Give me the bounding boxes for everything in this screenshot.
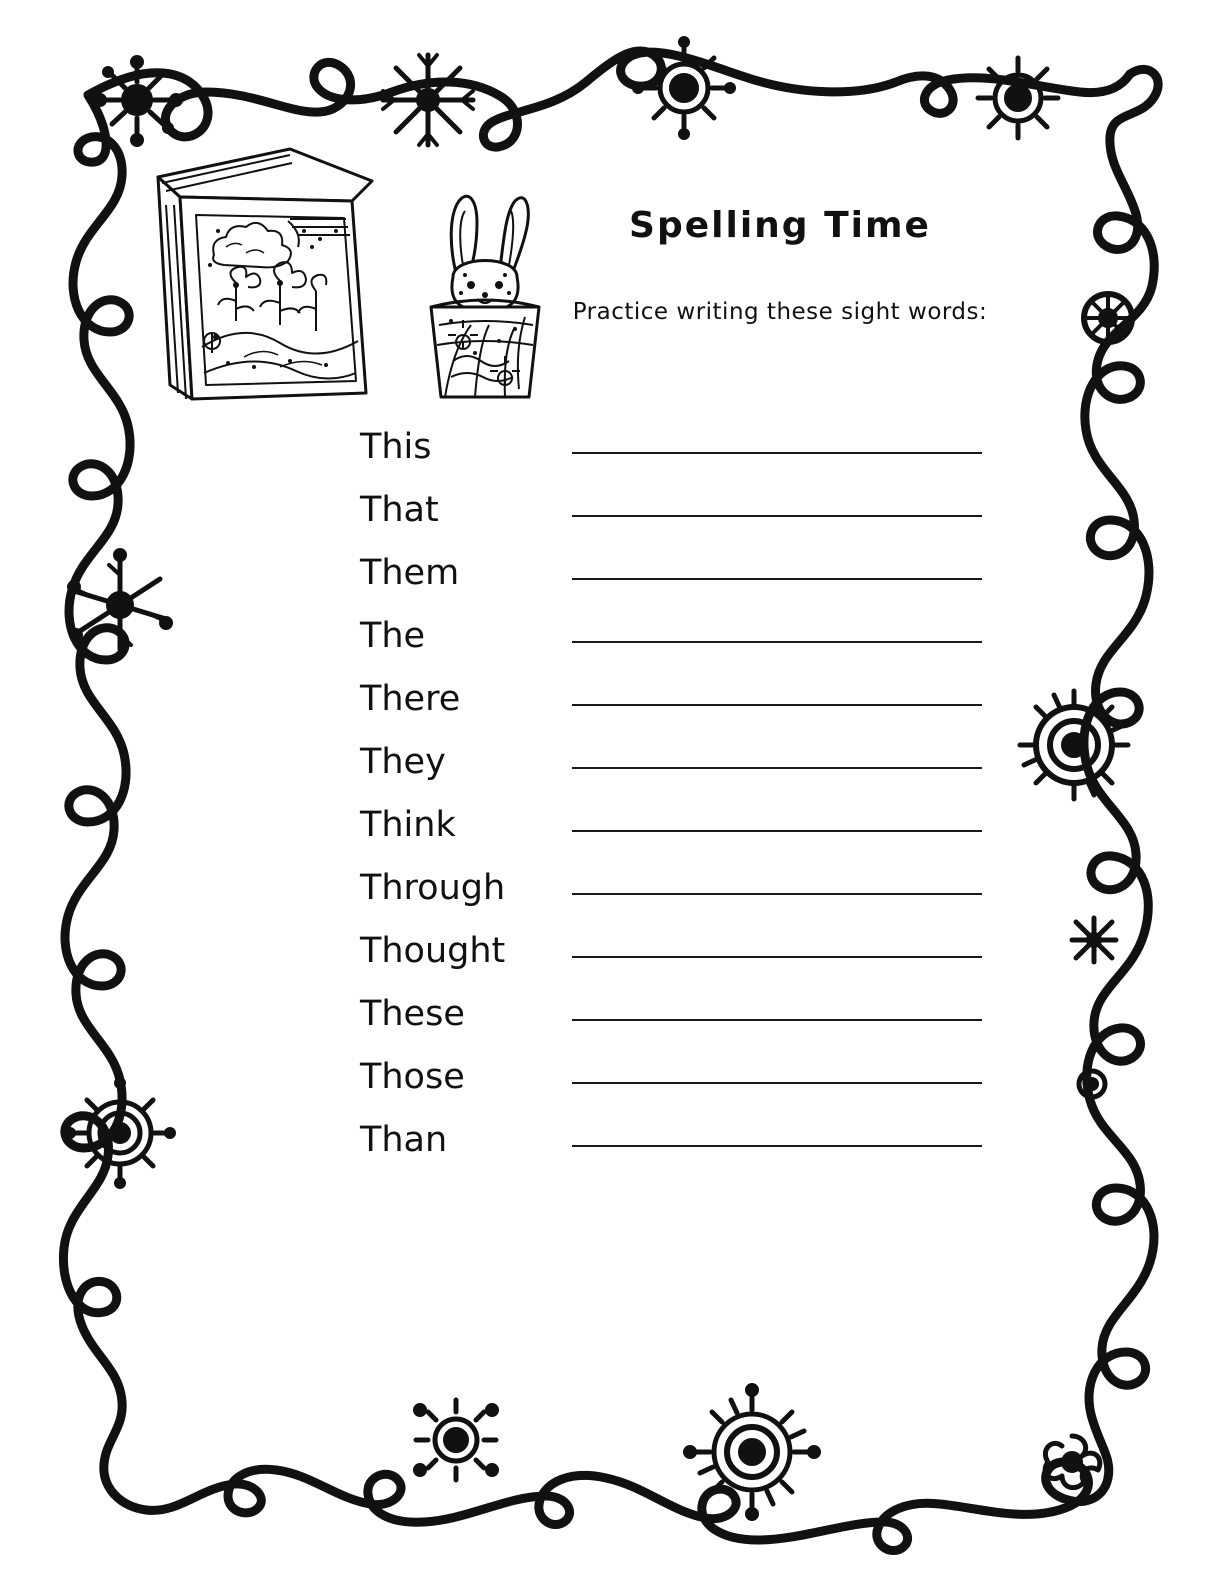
word-label: Those bbox=[360, 1057, 465, 1097]
word-label: Them bbox=[360, 553, 460, 593]
word-row bbox=[360, 481, 1000, 544]
word-row bbox=[360, 607, 1000, 670]
word-row bbox=[360, 418, 1000, 481]
word-label: Thought bbox=[360, 931, 506, 971]
writing-line[interactable] bbox=[560, 1048, 1000, 1088]
storybook-illustration bbox=[140, 135, 380, 425]
word-label: This bbox=[360, 427, 432, 467]
word-label: Think bbox=[360, 805, 456, 845]
sight-word-practice-list bbox=[360, 418, 1000, 1174]
word-label: There bbox=[360, 679, 461, 719]
writing-line[interactable] bbox=[560, 796, 1000, 836]
word-row bbox=[360, 859, 1000, 922]
word-row bbox=[360, 733, 1000, 796]
word-label: Than bbox=[360, 1120, 448, 1160]
word-label: The bbox=[360, 616, 426, 656]
writing-line[interactable] bbox=[560, 985, 1000, 1025]
word-label: Through bbox=[360, 868, 506, 908]
word-label: They bbox=[360, 742, 446, 782]
word-row bbox=[360, 796, 1000, 859]
word-label: These bbox=[360, 994, 465, 1034]
word-label: That bbox=[360, 490, 439, 530]
writing-line[interactable] bbox=[560, 1111, 1000, 1151]
word-row bbox=[360, 1111, 1000, 1174]
word-row bbox=[360, 985, 1000, 1048]
word-row bbox=[360, 544, 1000, 607]
writing-line[interactable] bbox=[560, 922, 1000, 962]
writing-line[interactable] bbox=[560, 607, 1000, 647]
instructions-text: Practice writing these sight words: bbox=[572, 299, 988, 325]
word-row bbox=[360, 922, 1000, 985]
bunny-in-basket-illustration bbox=[405, 185, 565, 415]
page-title: Spelling Time bbox=[629, 205, 931, 246]
word-row bbox=[360, 1048, 1000, 1111]
word-row bbox=[360, 670, 1000, 733]
writing-line[interactable] bbox=[560, 544, 1000, 584]
writing-line[interactable] bbox=[560, 418, 1000, 458]
writing-line[interactable] bbox=[560, 733, 1000, 773]
writing-line[interactable] bbox=[560, 670, 1000, 710]
writing-line[interactable] bbox=[560, 481, 1000, 521]
writing-line[interactable] bbox=[560, 859, 1000, 899]
